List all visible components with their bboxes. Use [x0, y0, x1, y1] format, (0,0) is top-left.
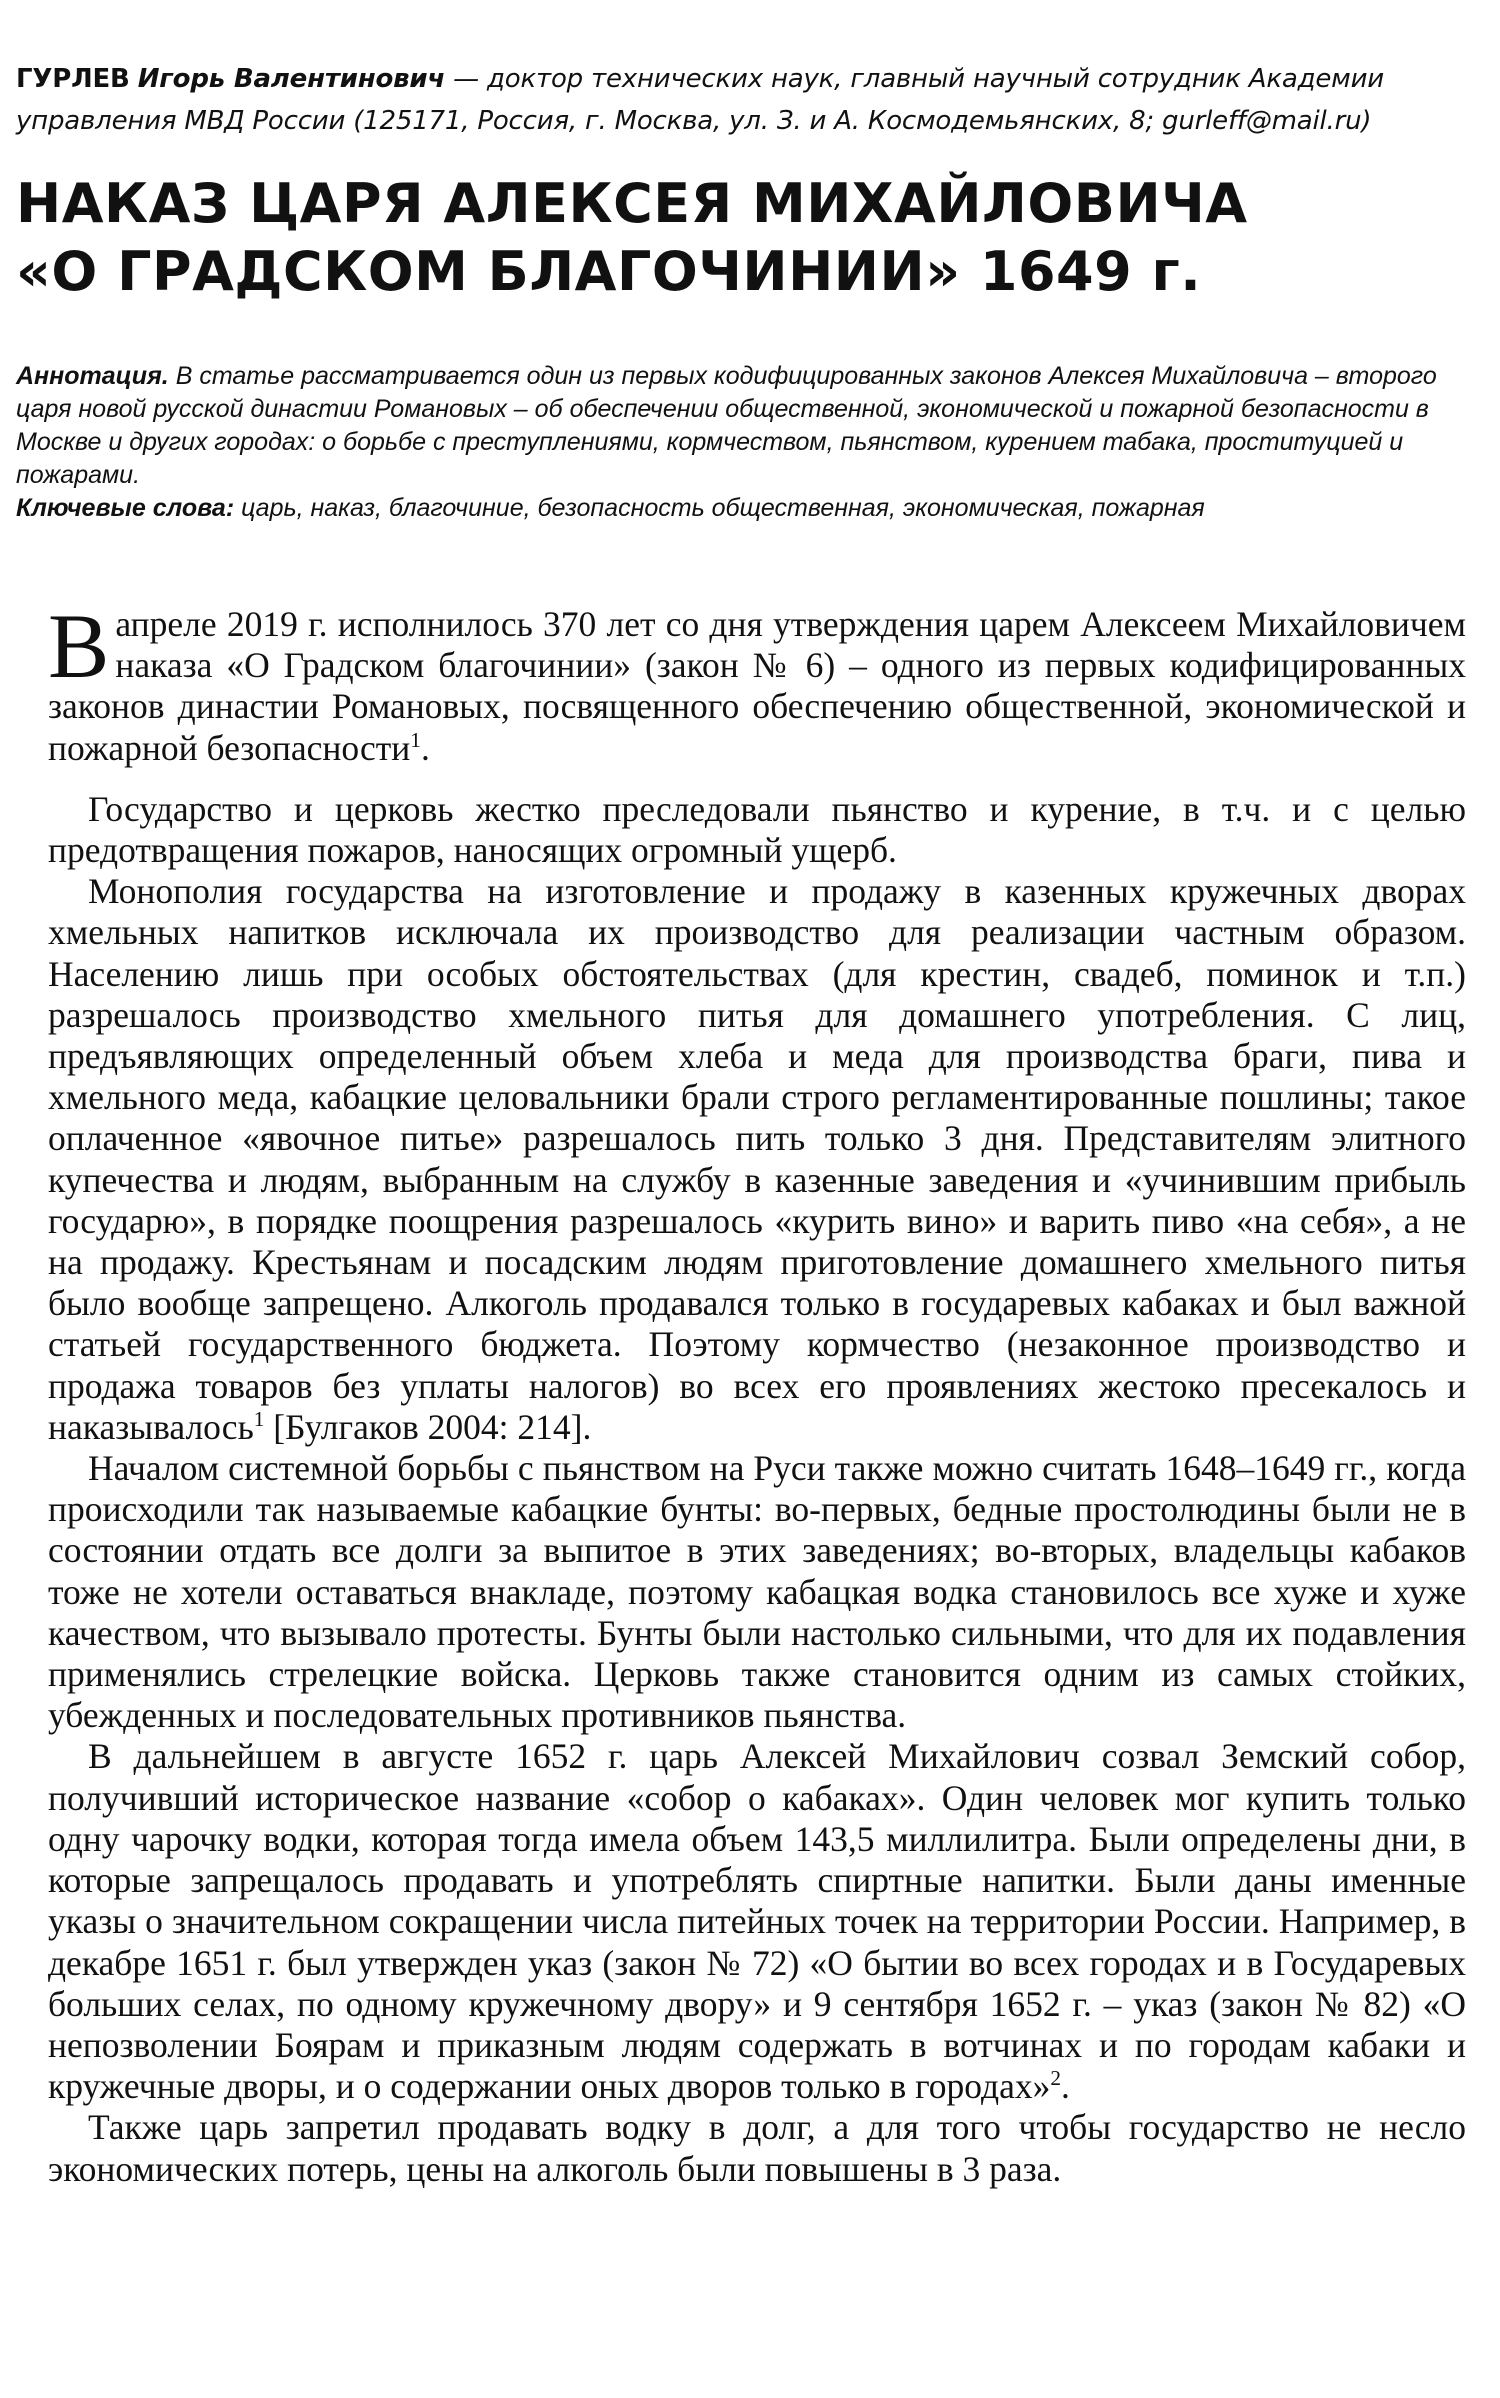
abstract-label: Аннотация. — [16, 362, 169, 390]
keywords-text: царь, наказ, благочиние, безопасность общественная, экономическая, пожарная — [234, 494, 1205, 522]
body-paragraph-1-text: апреле 2019 г. исполнилось 370 лет со дня утверждения царем Алексеем Михайловичем наказа «О Градском благочинии» (закон № 6) – одного из первых кодифицированных законов династии Романовых, посвященного обеспечению общественной, экономической и пожарной безопасности — [48, 604, 1466, 768]
article-body — [48, 595, 1466, 2190]
body-paragraph-3-end: [Булгаков 2004: 214]. — [264, 1406, 592, 1447]
body-paragraph-5 — [48, 1736, 1466, 2107]
author-info — [16, 58, 1466, 142]
title-line-2: «О ГРАДСКОМ БЛАГОЧИНИИ» 1649 г. — [16, 240, 1202, 303]
footnote-ref-1: 1 — [410, 727, 421, 752]
author-line-1 — [16, 58, 1466, 100]
abstract-paragraph — [16, 360, 1446, 492]
article-title — [16, 170, 1456, 306]
author-given-name: Игорь Валентинович — [137, 64, 446, 94]
abstract-block — [16, 360, 1446, 525]
body-paragraph-1-end: . — [420, 727, 430, 768]
abstract-text: В статье рассматривается один из первых кодифицированных законов Алексея Михайловича – второго царя новой русской династии Романовых – об обеспечении общественной, экономической и пожарной безопасности в Москве и других городах: о борьбе с преступлениями, кормчеством, пьянством, курением табака, проституцией и пожарами. — [16, 362, 1437, 489]
body-paragraph-6: Также царь запретил продавать водку в долг, а для того чтобы государство не несло экономических потерь, цены на алкоголь были повышены в 3 раза. — [48, 2107, 1466, 2189]
body-paragraph-1 — [48, 595, 1466, 769]
keywords-label: Ключевые слова: — [16, 494, 235, 522]
title-line-1: НАКАЗ ЦАРЯ АЛЕКСЕЯ МИХАЙЛОВИЧА — [16, 172, 1248, 235]
footnote-ref-2: 1 — [253, 1407, 265, 1432]
footnote-ref-3: 2 — [1050, 2066, 1061, 2091]
body-paragraph-5-text: В дальнейшем в августе 1652 г. царь Алексей Михайлович созвал Земский собор, получивший историческое название «собор о кабаках». Один человек мог купить только одну чарочку водки, которая тогда имела объем 143,5 миллилитра. Были определены дни, в которые запрещалось продавать и употреблять спиртные напитки. Были даны именные указы о значительном сокращении числа питейных точек на территории России. Например, в декабре 1651 г. был утвержден указ (закон № 72) «О бытии во всех городах и в Государевых больших селах, по одному кружечному двору» и 9 сентября 1652 г. – указ (закон № 82) «О непозволении Боярам и приказным людям содержать в вотчинах и по городам кабаки и кружечные дворы, и о содержании оных дворов только в городах» — [48, 1736, 1466, 2107]
body-paragraph-4: Началом системной борьбы с пьянством на Руси также можно считать 1648–1649 гг., когда происходили так называемые кабацкие бунты: во-первых, бедные простолюдины были не в состоянии отдать все долги за выпитое в этих заведениях; во-вторых, владельцы кабаков тоже не хотели оставаться внакладе, поэтому кабацкая водка становилось все хуже и хуже качеством, что вызывало протесты. Бунты были настолько сильными, что для их подавления применялись стрелецкие войска. Церковь также становится одним из самых стойких, убежденных и последовательных противников пьянства. — [48, 1448, 1466, 1736]
body-paragraph-3 — [48, 871, 1466, 1448]
author-affiliation-1: — доктор технических наук, главный научный сотрудник Академии — [445, 64, 1384, 94]
body-paragraph-5-end: . — [1060, 2066, 1070, 2107]
body-paragraph-2: Государство и церковь жестко преследовали пьянство и курение, в т.ч. и с целью предотвращения пожаров, наносящих огромный ущерб. — [48, 788, 1466, 871]
body-paragraph-3-text: Монополия государства на изготовление и продажу в казенных кружечных дворах хмельных напитков исключала их производство для реализации частным образом. Населению лишь при особых обстоятельствах (для крестин, свадеб, поминок и т.п.) разрешалось производство хмельного питья для домашнего употребления. С лиц, предъявляющих определенный объем хлеба и меда для производства браги, пива и хмельного меда, кабацкие целовальники брали строго регламентированные пошлины; такое оплаченное «явочное питье» разрешалось пить только 3 дня. Представителям элитного купечества и людям, выбранным на службу в казенные заведения и «учинившим прибыль государю», в порядке поощрения разрешалось «курить вино» и варить пиво «на себя», а не на продажу. Крестьянам и посадским людям приготовление домашнего хмельного питья было вообще запрещено. Алкоголь продавался только в государевых кабаках и был важной статьей государственного бюджета. Поэтому кормчество (незаконное производство и продажа товаров без уплаты налогов) во всех его проявлениях жестоко пресекалось и наказывалось — [48, 871, 1466, 1447]
author-line-2: управления МВД России (125171, Россия, г. Москва, ул. З. и А. Космодемьянских, 8; gurleff@mail.ru) — [16, 106, 1372, 136]
author-surname: ГУРЛЕВ — [16, 64, 130, 94]
keywords-paragraph — [16, 492, 1446, 525]
drop-cap: В — [48, 595, 110, 697]
